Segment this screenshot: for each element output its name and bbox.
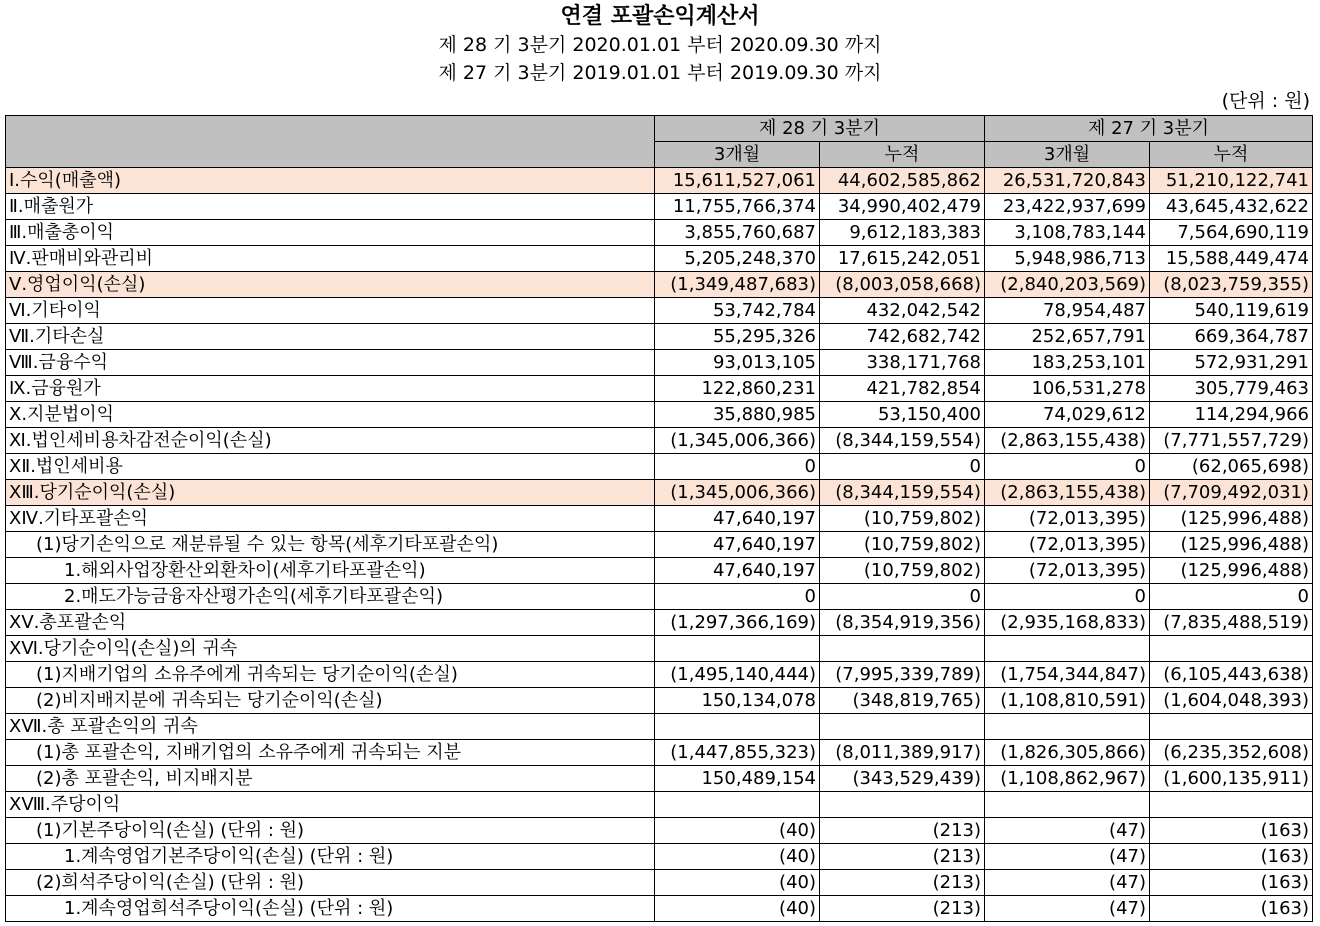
prior-cumulative-value	[1150, 792, 1313, 818]
current-3months-value	[655, 636, 820, 662]
prior-3months-value: (1,108,810,591)	[985, 688, 1150, 714]
table-row	[6, 584, 1313, 610]
table-row	[6, 194, 1313, 220]
table-row	[6, 896, 1313, 922]
row-label: Ⅴ.영업이익(손실)	[6, 272, 655, 298]
current-cumulative-value: 34,990,402,479	[820, 194, 985, 220]
table-row	[6, 428, 1313, 454]
row-label: (1)총 포괄손익, 지배기업의 소유주에게 귀속되는 지분	[6, 740, 655, 766]
prior-cumulative-value: 540,119,619	[1150, 298, 1313, 324]
row-label: 1.해외사업장환산외환차이(세후기타포괄손익)	[6, 558, 655, 584]
prior-3months-value: (2,840,203,569)	[985, 272, 1150, 298]
row-label: Ⅱ.매출원가	[6, 194, 655, 220]
table-row	[6, 480, 1313, 506]
header-prior-3months: 3개월	[985, 142, 1150, 168]
current-3months-value: 47,640,197	[655, 558, 820, 584]
table-row	[6, 792, 1313, 818]
current-3months-value	[655, 714, 820, 740]
row-label: XⅣ.기타포괄손익	[6, 506, 655, 532]
table-row	[6, 324, 1313, 350]
row-label: Ⅹ.지분법이익	[6, 402, 655, 428]
current-3months-value: 35,880,985	[655, 402, 820, 428]
prior-cumulative-value: (163)	[1150, 818, 1313, 844]
prior-3months-value	[985, 792, 1150, 818]
row-label: Ⅲ.매출총이익	[6, 220, 655, 246]
current-cumulative-value: (8,354,919,356)	[820, 610, 985, 636]
prior-3months-value: (2,863,155,438)	[985, 480, 1150, 506]
prior-cumulative-value	[1150, 636, 1313, 662]
statement-title: 연결 포괄손익계산서	[560, 4, 760, 29]
row-label: XⅦ.총 포괄손익의 귀속	[6, 714, 655, 740]
current-cumulative-value: (8,344,159,554)	[820, 480, 985, 506]
row-label: 1.계속영업기본주당이익(손실) (단위 : 원)	[6, 844, 655, 870]
prior-cumulative-value: 51,210,122,741	[1150, 168, 1313, 194]
prior-cumulative-value: (6,235,352,608)	[1150, 740, 1313, 766]
prior-3months-value	[985, 636, 1150, 662]
current-3months-value: (40)	[655, 870, 820, 896]
current-3months-value: (40)	[655, 844, 820, 870]
table-row	[6, 532, 1313, 558]
current-3months-value: (1,495,140,444)	[655, 662, 820, 688]
table-row	[6, 714, 1313, 740]
prior-cumulative-value: 305,779,463	[1150, 376, 1313, 402]
current-cumulative-value: (213)	[820, 870, 985, 896]
table-row	[6, 636, 1313, 662]
table-row	[6, 844, 1313, 870]
current-cumulative-value: 44,602,585,862	[820, 168, 985, 194]
prior-cumulative-value: (163)	[1150, 870, 1313, 896]
table-row	[6, 610, 1313, 636]
table-row	[6, 168, 1313, 194]
prior-cumulative-value: 0	[1150, 584, 1313, 610]
header-label-column	[6, 116, 655, 168]
row-label: Ⅵ.기타이익	[6, 298, 655, 324]
table-row	[6, 376, 1313, 402]
table-row	[6, 402, 1313, 428]
prior-3months-value: (72,013,395)	[985, 558, 1150, 584]
table-row	[6, 246, 1313, 272]
current-cumulative-value: 338,171,768	[820, 350, 985, 376]
prior-3months-value: 74,029,612	[985, 402, 1150, 428]
current-cumulative-value: (10,759,802)	[820, 506, 985, 532]
current-period-range: 제 28 기 3분기 2020.01.01 부터 2020.09.30 까지	[438, 34, 882, 56]
current-3months-value: 53,742,784	[655, 298, 820, 324]
current-3months-value: 11,755,766,374	[655, 194, 820, 220]
statement-rows	[6, 168, 1313, 922]
row-label: Ⅺ.법인세비용차감전순이익(손실)	[6, 428, 655, 454]
prior-3months-value: (47)	[985, 844, 1150, 870]
current-cumulative-value: (8,344,159,554)	[820, 428, 985, 454]
current-3months-value: 5,205,248,370	[655, 246, 820, 272]
row-label: (1)지배기업의 소유주에게 귀속되는 당기순이익(손실)	[6, 662, 655, 688]
prior-3months-value: 0	[985, 454, 1150, 480]
current-cumulative-value: (8,003,058,668)	[820, 272, 985, 298]
current-cumulative-value: (8,011,389,917)	[820, 740, 985, 766]
row-label: (2)총 포괄손익, 비지배지분	[6, 766, 655, 792]
header-current-period: 제 28 기 3분기	[655, 116, 985, 142]
prior-cumulative-value: (1,604,048,393)	[1150, 688, 1313, 714]
current-3months-value: 150,489,154	[655, 766, 820, 792]
prior-3months-value: 5,948,986,713	[985, 246, 1150, 272]
table-row	[6, 662, 1313, 688]
table-row	[6, 766, 1313, 792]
prior-3months-value: (2,935,168,833)	[985, 610, 1150, 636]
prior-cumulative-value: 15,588,449,474	[1150, 246, 1313, 272]
prior-cumulative-value: (7,771,557,729)	[1150, 428, 1313, 454]
prior-3months-value: 23,422,937,699	[985, 194, 1150, 220]
prior-cumulative-value: 572,931,291	[1150, 350, 1313, 376]
row-label: Ⅷ.금융수익	[6, 350, 655, 376]
prior-cumulative-value: (125,996,488)	[1150, 506, 1313, 532]
prior-3months-value: (1,754,344,847)	[985, 662, 1150, 688]
prior-cumulative-value: (7,709,492,031)	[1150, 480, 1313, 506]
current-cumulative-value: (343,529,439)	[820, 766, 985, 792]
current-3months-value	[655, 792, 820, 818]
prior-cumulative-value: (163)	[1150, 844, 1313, 870]
current-3months-value: (1,345,006,366)	[655, 480, 820, 506]
prior-cumulative-value: (6,105,443,638)	[1150, 662, 1313, 688]
row-label: Ⅸ.금융원가	[6, 376, 655, 402]
row-label: (2)희석주당이익(손실) (단위 : 원)	[6, 870, 655, 896]
prior-3months-value: (47)	[985, 818, 1150, 844]
row-label: Ⅰ.수익(매출액)	[6, 168, 655, 194]
prior-3months-value: (47)	[985, 870, 1150, 896]
table-row	[6, 298, 1313, 324]
prior-3months-value: (2,863,155,438)	[985, 428, 1150, 454]
header-prior-period: 제 27 기 3분기	[985, 116, 1313, 142]
table-row	[6, 688, 1313, 714]
prior-3months-value: 106,531,278	[985, 376, 1150, 402]
current-cumulative-value: 17,615,242,051	[820, 246, 985, 272]
row-label: XⅥ.당기순이익(손실)의 귀속	[6, 636, 655, 662]
current-3months-value: 15,611,527,061	[655, 168, 820, 194]
row-label: (1)기본주당이익(손실) (단위 : 원)	[6, 818, 655, 844]
row-label: (2)비지배지분에 귀속되는 당기순이익(손실)	[6, 688, 655, 714]
table-row	[6, 272, 1313, 298]
prior-cumulative-value: (1,600,135,911)	[1150, 766, 1313, 792]
row-label: 1.계속영업희석주당이익(손실) (단위 : 원)	[6, 896, 655, 922]
table-row	[6, 818, 1313, 844]
prior-3months-value: (47)	[985, 896, 1150, 922]
prior-cumulative-value: 7,564,690,119	[1150, 220, 1313, 246]
prior-cumulative-value: (125,996,488)	[1150, 558, 1313, 584]
current-3months-value: 47,640,197	[655, 506, 820, 532]
current-cumulative-value: 0	[820, 584, 985, 610]
current-3months-value: (1,349,487,683)	[655, 272, 820, 298]
header-prior-cumulative: 누적	[1150, 142, 1313, 168]
current-3months-value: (1,447,855,323)	[655, 740, 820, 766]
table-row	[6, 220, 1313, 246]
prior-3months-value: 26,531,720,843	[985, 168, 1150, 194]
current-cumulative-value: (10,759,802)	[820, 558, 985, 584]
prior-3months-value: (72,013,395)	[985, 532, 1150, 558]
prior-cumulative-value: (8,023,759,355)	[1150, 272, 1313, 298]
current-cumulative-value: (213)	[820, 818, 985, 844]
table-row	[6, 454, 1313, 480]
table-row	[6, 870, 1313, 896]
prior-3months-value: (1,108,862,967)	[985, 766, 1150, 792]
header-current-cumulative: 누적	[820, 142, 985, 168]
header-current-3months: 3개월	[655, 142, 820, 168]
table-row	[6, 740, 1313, 766]
prior-period-range: 제 27 기 3분기 2019.01.01 부터 2019.09.30 까지	[438, 62, 882, 84]
prior-cumulative-value	[1150, 714, 1313, 740]
current-cumulative-value: 53,150,400	[820, 402, 985, 428]
current-cumulative-value: (213)	[820, 844, 985, 870]
income-statement-table	[5, 115, 1313, 922]
current-cumulative-value: 0	[820, 454, 985, 480]
current-cumulative-value	[820, 792, 985, 818]
current-3months-value: (1,297,366,169)	[655, 610, 820, 636]
current-3months-value: 122,860,231	[655, 376, 820, 402]
prior-3months-value: (1,826,305,866)	[985, 740, 1150, 766]
current-3months-value: 0	[655, 584, 820, 610]
current-cumulative-value: 421,782,854	[820, 376, 985, 402]
current-3months-value: 3,855,760,687	[655, 220, 820, 246]
current-3months-value: 55,295,326	[655, 324, 820, 350]
current-3months-value: 93,013,105	[655, 350, 820, 376]
prior-3months-value: (72,013,395)	[985, 506, 1150, 532]
current-3months-value: (40)	[655, 818, 820, 844]
row-label: Ⅳ.판매비와관리비	[6, 246, 655, 272]
prior-3months-value: 3,108,783,144	[985, 220, 1150, 246]
current-3months-value: (1,345,006,366)	[655, 428, 820, 454]
prior-cumulative-value: 43,645,432,622	[1150, 194, 1313, 220]
current-cumulative-value: (213)	[820, 896, 985, 922]
prior-cumulative-value: 114,294,966	[1150, 402, 1313, 428]
current-3months-value: 0	[655, 454, 820, 480]
row-label: XⅧ.주당이익	[6, 792, 655, 818]
prior-cumulative-value: (163)	[1150, 896, 1313, 922]
prior-cumulative-value: (7,835,488,519)	[1150, 610, 1313, 636]
row-label: XⅤ.총포괄손익	[6, 610, 655, 636]
prior-3months-value: 252,657,791	[985, 324, 1150, 350]
current-cumulative-value	[820, 636, 985, 662]
current-cumulative-value: (7,995,339,789)	[820, 662, 985, 688]
row-label: 2.매도가능금융자산평가손익(세후기타포괄손익)	[6, 584, 655, 610]
table-row	[6, 350, 1313, 376]
prior-3months-value: 78,954,487	[985, 298, 1150, 324]
current-cumulative-value: 742,682,742	[820, 324, 985, 350]
unit-label: (단위 : 원)	[1221, 90, 1310, 112]
prior-3months-value: 183,253,101	[985, 350, 1150, 376]
row-label: (1)당기손익으로 재분류될 수 있는 항목(세후기타포괄손익)	[6, 532, 655, 558]
current-3months-value: 47,640,197	[655, 532, 820, 558]
row-label: XⅢ.당기순이익(손실)	[6, 480, 655, 506]
prior-3months-value: 0	[985, 584, 1150, 610]
row-label: Ⅶ.기타손실	[6, 324, 655, 350]
prior-cumulative-value: (62,065,698)	[1150, 454, 1313, 480]
row-label: XⅡ.법인세비용	[6, 454, 655, 480]
current-cumulative-value: 9,612,183,383	[820, 220, 985, 246]
table-row	[6, 506, 1313, 532]
current-3months-value: 150,134,078	[655, 688, 820, 714]
prior-3months-value	[985, 714, 1150, 740]
current-cumulative-value: 432,042,542	[820, 298, 985, 324]
current-cumulative-value: (10,759,802)	[820, 532, 985, 558]
prior-cumulative-value: 669,364,787	[1150, 324, 1313, 350]
prior-cumulative-value: (125,996,488)	[1150, 532, 1313, 558]
current-cumulative-value: (348,819,765)	[820, 688, 985, 714]
current-3months-value: (40)	[655, 896, 820, 922]
table-row	[6, 558, 1313, 584]
current-cumulative-value	[820, 714, 985, 740]
